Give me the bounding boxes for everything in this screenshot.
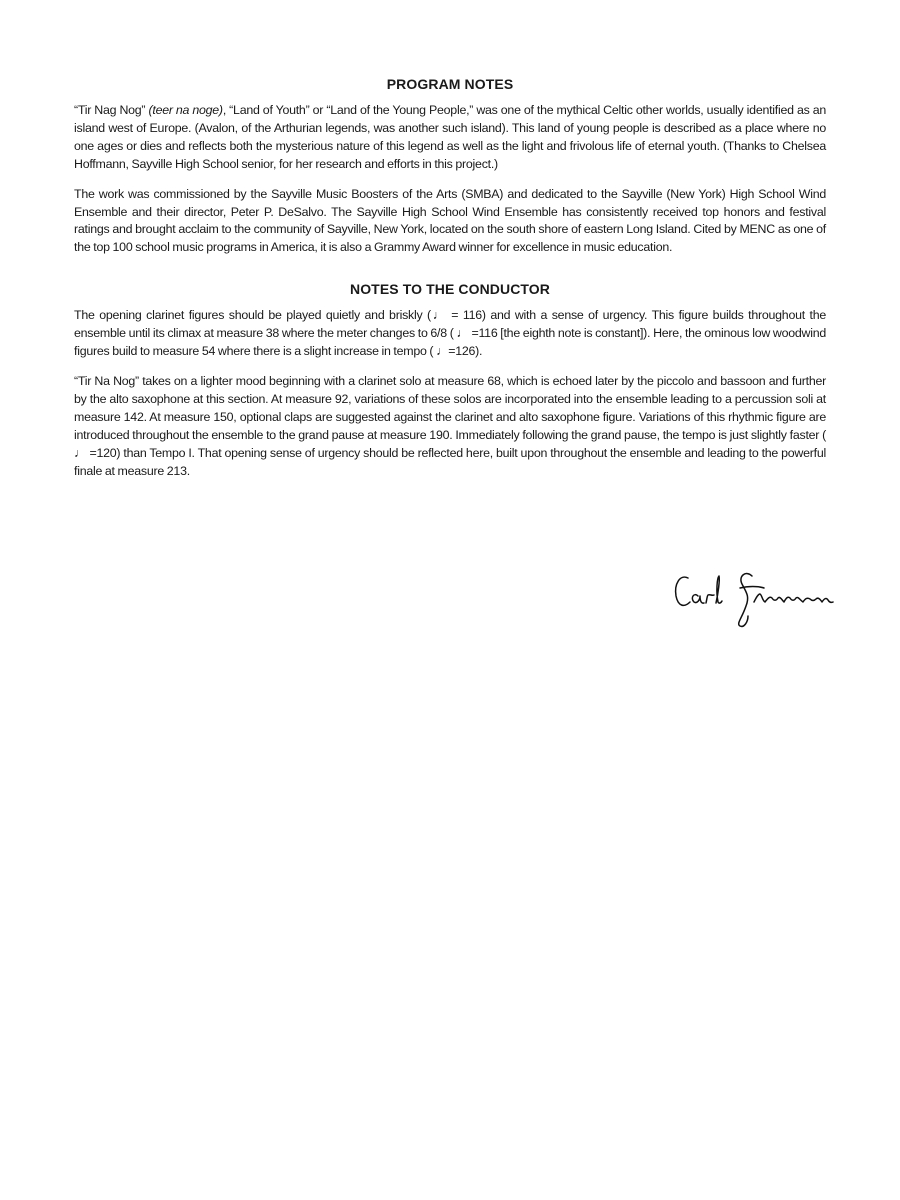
program-notes-paragraph-2: The work was commissioned by the Sayville Music Boosters of the Arts (SMBA) and dedicated to the Sayville (New York) High School Wind Ensemble and their director, Peter P. DeSalvo. The Sayville High School Wind Ensemble has consistently received top honors and festival ratings and brought acclaim to the community of Sayville, New York, located on the south shore of eastern Long Island. Cited by MENC as one of the top 100 school music programs in America, it is also a Grammy Award winner for excellence in music education. [74,186,826,255]
conductor-notes-paragraph-1: The opening clarinet figures should be played quietly and briskly (♩ = 116) and with a sense of urgency. This figure builds throughout the ensemble until its climax at measure 38 where the meter changes to 6/8 ( ♩ =116 [the eighth note is constant]). Here, the ominous low woodwind figures build to measure 54 where there is a slight increase in tempo ( ♩=126). [74,308,826,359]
pronunciation: (teer na noge) [148,103,223,117]
program-notes-paragraph-1 [74,102,826,174]
conductor-notes-paragraph-2: “Tir Na Nog” takes on a lighter mood beginning with a clarinet solo at measure 68, which is echoed later by the piccolo and bassoon and further by the alto saxophone at this section. At measure 92, variations of these solos are incorporated into the ensemble leading to a percussion soli at measure 142. At measure 150, optional claps are suggested against the clarinet and alto saxophone figure. Variations of this rhythmic figure are introduced throughout the ensemble to the grand pause at measure 190. Immediately following the grand pause, the tempo is just slightly faster ( ♩ =120) than Tempo I. That opening sense of urgency should be reflected here, built upon throughout the ensemble and leading to the powerful finale at measure 213. [74,373,826,478]
signature-image [670,566,835,630]
conductor-notes-heading: NOTES TO THE CONDUCTOR [349,281,551,298]
work-title: “Tir Nag Nog” [74,103,146,117]
program-notes-heading: PROGRAM NOTES [386,76,514,92]
document-page [74,76,826,492]
program-notes-paragraph-1-text: , “Land of Youth” or “Land of the Young People,” was one of the mythical Celtic other worlds, usually identified as an island west of Europe. (Avalon, of the Arthurian legends, was another such island). This land of young people is described as a place where no one ages or dies and reflects both the mysterious nature of this legend as well as the light and frivolous life of eternal youth. (Thanks to Chelsea Hoffmann, Sayville High School senior, for her research and efforts in this project.) [74,103,826,171]
